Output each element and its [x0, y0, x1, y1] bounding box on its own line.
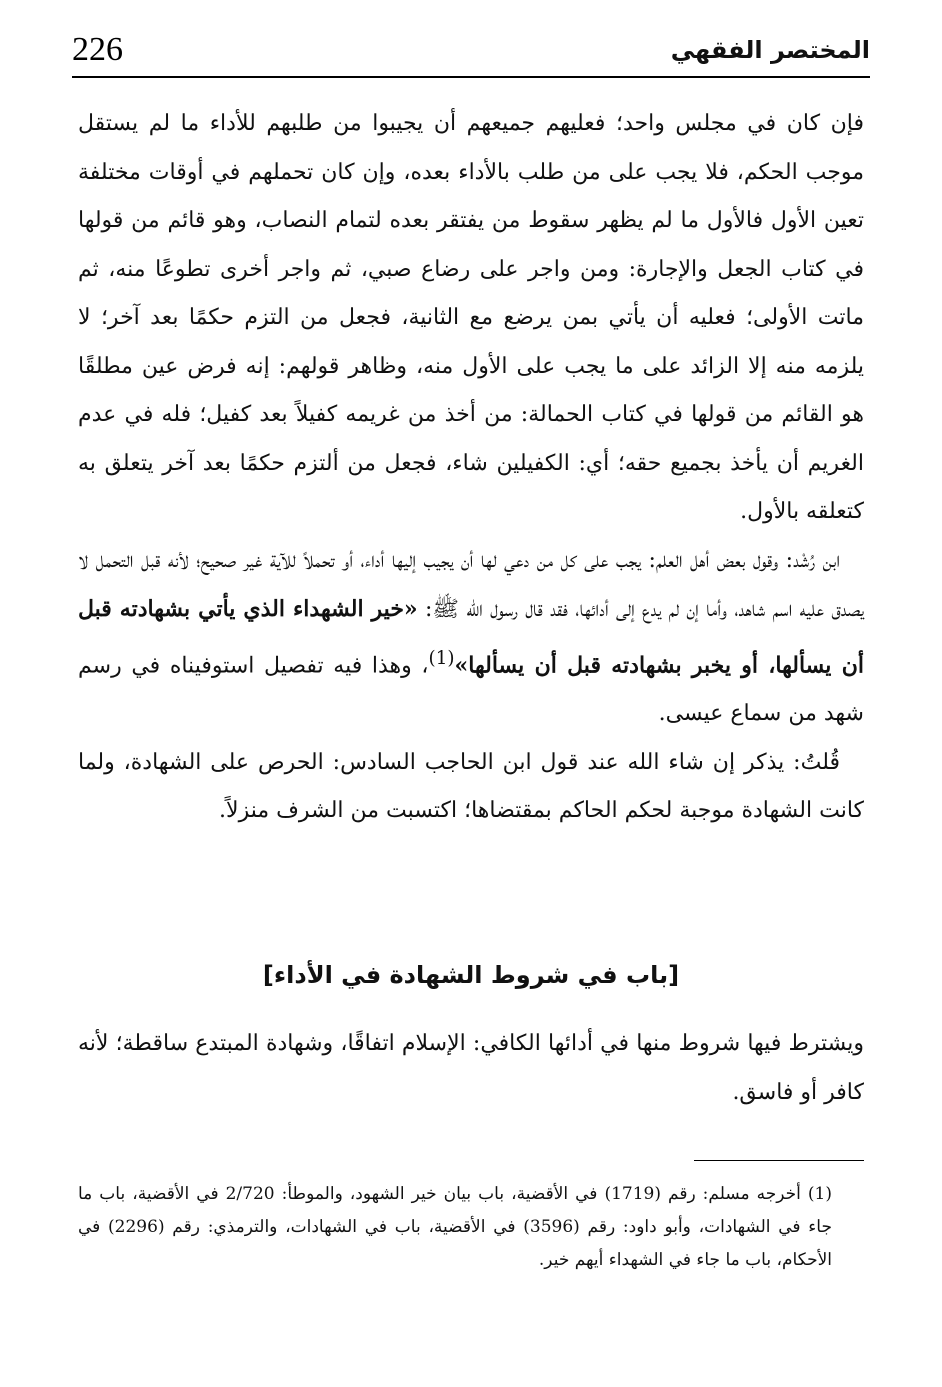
paragraph-2-start: ابن رُشْد: وقول بعض أهل العلم: يجب على كل من دعي لها أن يجيب إليها أداء، أو تحملاً للآية غير صحيح؛ لأنه قبل التحمل لا يصدق عليه اسم شاهد، وأما إن لم يدع إلى أدائها، فقد قال رسول الله ﷺ:: [78, 547, 864, 622]
footnotes: [78, 1178, 832, 1277]
main-text: [78, 100, 864, 836]
paragraph-3: قُلتُ: يذكر إن شاء الله عند قول ابن الحاجب السادس: الحرص على الشهادة، ولما كانت الشهادة موجبة لحكم الحاكم بمقتضاها؛ اكتسبت من الشرف منزلاً.: [78, 749, 864, 824]
footnote-divider: [694, 1160, 864, 1161]
paragraph-1: فإن كان في مجلس واحد؛ فعليهم جميعهم أن يجيبوا من طلبهم للأداء ما لم يستقل موجب الحكم، فلا يجب على من طلب بالأداء بعده، وإن كان تحملهم في أوقات مختلفة تعين الأول فالأول ما لم يظهر سقوط من يفتقر بعده لتمام النصاب، وهو قائم من قولها في كتاب الجعل والإجارة: ومن واجر على رضاع صبي، ثم واجر أخرى تطوعًا منه، ثم ماتت الأولى؛ فعليه أن يأتي بمن يرضع مع الثانية، فجعل من التزم حكمًا بعد آخر؛ لا يلزمه منه إلا الزائد على ما يجب على الأول منه، وظاهر قولهم: إنه فرض عين مطلقًا هو القائم من قولها في كتاب الحمالة: من أخذ من غريمه كفيلاً بعد كفيل؛ فله في عدم الغريم أن يأخذ بجميع حقه؛ أي: الكفيلين شاء، فجعل من ألتزم حكمًا بعد آخر يتعلق به كتعلقه بالأول.: [78, 111, 864, 524]
section-paragraph: ويشترط فيها شروط منها في أدائها الكافي: الإسلام اتفاقًا، وشهادة المبتدع ساقطة؛ لأنه كافر أو فاسق.: [78, 1031, 864, 1105]
paragraph-2: [78, 537, 864, 739]
paragraph-2-end: ، وهذا فيه تفصيل استوفيناه في رسم شهد من سماع عيسى.: [78, 652, 864, 727]
page-header: [72, 28, 870, 72]
page-number: 226: [72, 31, 123, 68]
section-text: [78, 1020, 864, 1117]
footnote-1: (1) أخرجه مسلم: رقم (1719) في الأقضية، باب بيان خير الشهود، والموطأ: 2/720 في الأقضية، باب ما جاء في الشهادات، وأبو داود: رقم (3596) في الأقضية، باب في الشهادات، والترمذي: رقم (2296) في الأحكام، باب ما جاء في الشهداء أيهم خير.: [78, 1184, 832, 1270]
hadith-quote: «خير الشهداء الذي يأتي بشهادته قبل أن يسألها، أو يخبر بشهادته قبل أن يسألها»: [78, 596, 864, 678]
footnote-reference: (1): [428, 647, 455, 669]
section-heading: [باب في شروط الشهادة في الأداء]: [262, 961, 680, 989]
header-divider: [72, 76, 870, 78]
book-title: المختصر الفقهي: [670, 36, 870, 64]
